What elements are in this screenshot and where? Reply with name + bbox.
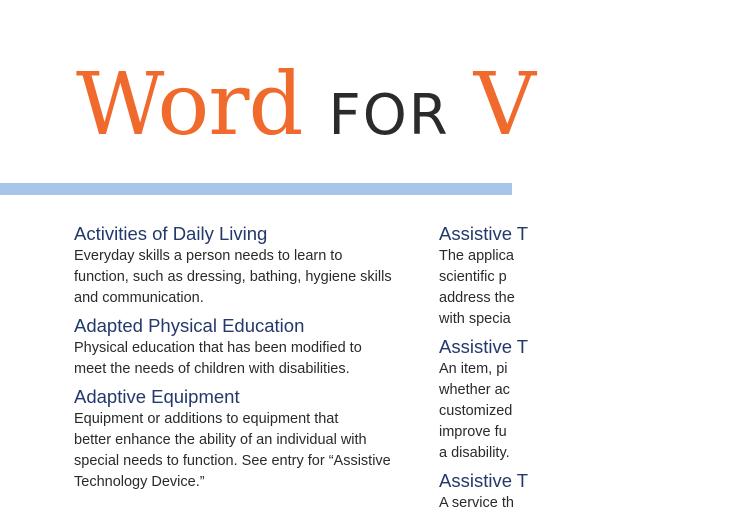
definition-line: Physical education that has been modified to: [74, 340, 362, 356]
glossary-entry: [74, 314, 419, 380]
title-word: Word: [76, 55, 303, 155]
glossary-term: Assistive T: [439, 223, 529, 244]
page-title: [76, 55, 536, 155]
glossary-definition: [74, 409, 419, 493]
definition-line: improve fu: [439, 424, 507, 440]
glossary-term: Assistive T: [439, 336, 529, 357]
definition-line: Equipment or additions to equipment that: [74, 411, 339, 427]
glossary-definition: [74, 338, 419, 380]
definition-line: whether ac: [439, 382, 510, 398]
definition-line: The applica: [439, 248, 514, 264]
glossary-entry: [439, 469, 739, 514]
definition-line: Everyday skills a person needs to learn to: [74, 248, 343, 264]
glossary-term: Assistive T: [439, 470, 529, 491]
glossary-term: Adapted Physical Education: [74, 315, 305, 336]
definition-line: Technology Device.”: [74, 474, 205, 490]
definition-line: A service th: [439, 495, 514, 511]
definition-line: customized: [439, 403, 513, 419]
title-cut-off-letter: V: [473, 55, 536, 155]
glossary-entry: [74, 385, 419, 493]
title-for: FOR: [328, 83, 450, 148]
definition-line: address the: [439, 290, 515, 306]
definition-line: a disability.: [439, 445, 510, 461]
glossary-entry: [439, 335, 739, 464]
right-glossary-column: [439, 222, 739, 519]
definition-line: meet the needs of children with disabilities.: [74, 361, 350, 377]
glossary-term: Activities of Daily Living: [74, 223, 268, 244]
header-divider-bar: [0, 183, 512, 195]
definition-line: scientific p: [439, 269, 507, 285]
definition-line: function, such as dressing, bathing, hygiene skills: [74, 269, 392, 285]
glossary-definition: [439, 359, 739, 464]
definition-line: and communication.: [74, 290, 204, 306]
definition-line: special needs to function. See entry for “Assistive: [74, 453, 391, 469]
glossary-entry: [439, 222, 739, 330]
glossary-definition: [74, 246, 419, 309]
definition-line: with specia: [439, 311, 511, 327]
definition-line: An item, pi: [439, 361, 508, 377]
left-glossary-column: [74, 222, 419, 498]
glossary-term: Adaptive Equipment: [74, 386, 240, 407]
glossary-entry: [74, 222, 419, 309]
glossary-definition: [439, 493, 739, 514]
definition-line: better enhance the ability of an individual with: [74, 432, 367, 448]
glossary-definition: [439, 246, 739, 330]
